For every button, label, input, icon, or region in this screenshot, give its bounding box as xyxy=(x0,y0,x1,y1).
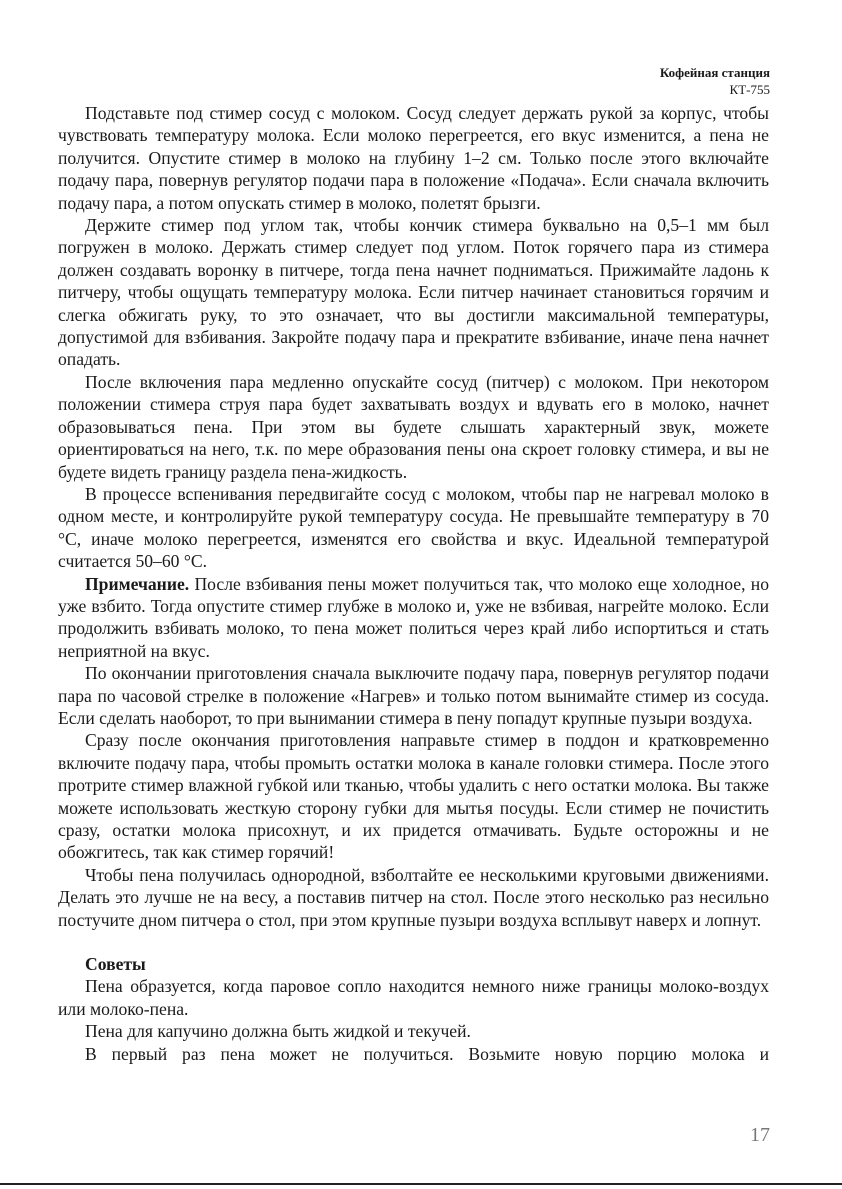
header-model: КТ-755 xyxy=(729,82,770,97)
paragraph-5: По окончании приготовления сначала выключите подачу пара, повернув регулятор подачи пара по часовой стрелке в положение «Нагрев» и только потом вынимайте стимер из сосуда. Если сделать наоборот, то при вынимании стимера в пену попадут крупные пузыри воздуха. xyxy=(58,663,769,728)
paragraph-3: После включения пара медленно опускайте сосуд (питчер) с молоком. При некотором положении стимера струя пара будет захватывать воздух и вдувать его в молоко, начнет образовываться пена. При этом вы будете слышать характерный звук, можете ориентироваться на него, т.к. по мере образования пены она скроет головку стимера, и вы не будете видеть границу раздела пена-жидкость. xyxy=(58,371,769,482)
tip-3: В первый раз пена может не получиться. Возьмите новую порцию молока и xyxy=(85,1043,769,1064)
note-paragraph xyxy=(58,573,769,663)
tips-heading: Советы xyxy=(85,954,146,975)
running-header xyxy=(660,64,770,98)
note-text: После взбивания пены может получиться так, что молоко еще холодное, но уже взбито. Тогда опустите стимер глубже в молоко и, уже не взбивая, нагрейте молоко. Если продолжить взбивать молоко, то пена может политься через край либо испортиться и стать неприятной на вкус. xyxy=(58,573,769,661)
paragraph-4: В процессе вспенивания передвигайте сосуд с молоком, чтобы пар не нагревал молоко в одном месте, и контролируйте рукой температуру сосуда. Не превышайте температуру в 70 °С, иначе молоко перегреется, изменятся его свойства и вкус. Идеальной температурой считается 50–60 °С. xyxy=(58,483,769,572)
paragraph-6: Сразу после окончания приготовления направьте стимер в поддон и кратковременно включите подачу пара, чтобы промыть остатки молока в канале головки стимера. После этого протрите стимер влажной губкой или тканью, чтобы удалить с него остатки молока. Вы также можете использовать жесткую сторону губки для мытья посуды. Если стимер не почистить сразу, остатки молока присохнут, и их придется отмачивать. Будьте осторожны и не обожгитесь, так как стимер горячий! xyxy=(58,730,769,863)
bottom-rule xyxy=(0,1183,842,1185)
tip-1: Пена образуется, когда паровое сопло находится немного ниже границы молоко-воздух или молоко-пена. xyxy=(58,976,769,1019)
page-body xyxy=(58,102,769,1065)
header-brand: Кофейная станция xyxy=(659,65,770,80)
tip-2: Пена для капучино должна быть жидкой и текучей. xyxy=(85,1021,471,1042)
paragraph-7: Чтобы пена получилась однородной, взболтайте ее несколькими круговыми движениями. Делать это лучше не на весу, а поставив питчер на стол. После этого несколько раз несильно постучите дном питчера о стол, при этом крупные пузыри воздуха всплывут наверх и лопнут. xyxy=(58,864,769,930)
paragraph-1: Подставьте под стимер сосуд с молоком. Сосуд следует держать рукой за корпус, чтобы чувствовать температуру молока. Если молоко перегреется, его вкус изменится, а пена не получится. Опустите стимер в молоко на глубину 1–2 см. Только после этого включайте подачу пара, повернув регулятор подачи пара в положение «Подача». Если сначала включить подачу пара, а потом опускать стимер в молоко, полетят брызги. xyxy=(58,103,769,213)
paragraph-2: Держите стимер под углом так, чтобы кончик стимера буквально на 0,5–1 мм был погружен в молоко. Держать стимер следует под углом. Поток горячего пара из стимера должен создавать воронку в питчере, тогда пена начнет подниматься. Прижимайте ладонь к питчеру, чтобы ощущать температуру молока. Если питчер начинает становиться горячим и слегка обжигать руку, то это означает, что вы достигли максимальной температуры, допустимой для взбивания. Закройте подачу пара и прекратите взбивание, иначе пена начнет опадать. xyxy=(58,215,769,370)
page-number: 17 xyxy=(750,1124,770,1146)
note-label: Примечание. xyxy=(85,573,190,594)
